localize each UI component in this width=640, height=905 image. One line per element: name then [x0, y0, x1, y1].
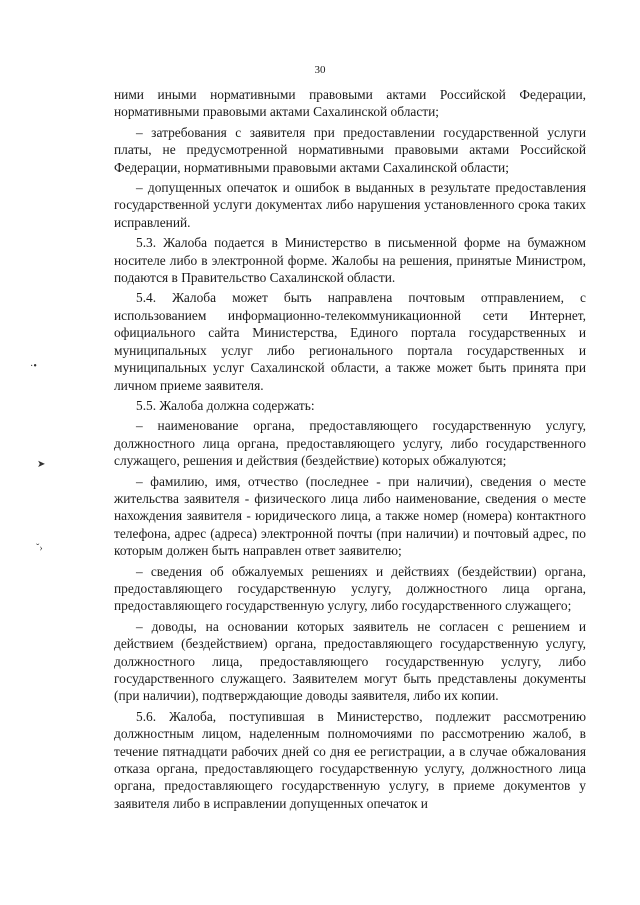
paragraph: – наименование органа, предоставляющего государственную услугу, должностного лица органа, предоставляющего услугу, либо государственного служащего, решения и действия (бездействие) которых обжалуются; — [114, 418, 586, 469]
paragraph: – затребования с заявителя при предоставлении государственной услуги платы, не предусмотренной нормативными правовыми актами Российской Федерации, нормативными правовыми актами Сахалинской области; — [114, 124, 586, 175]
margin-mark: ˇ› — [36, 543, 43, 554]
paragraph: – фамилию, имя, отчество (последнее - при наличии), сведения о месте жительства заявителя - физического лица либо наименование, сведения о месте нахождения заявителя - юридического лица, а также номер (номера) контактного телефона, адрес (адреса) электронной почты (при наличии) и почтовый адрес, по которым должен быть направлен ответ заявителю; — [114, 473, 586, 559]
paragraph: – допущенных опечаток и ошибок в выданных в результате предоставления государственной услуги документах либо нарушения установленного срока таких исправлений. — [114, 180, 586, 230]
paragraph: 5.6. Жалоба, поступившая в Министерство, подлежит рассмотрению должностным лицом, наделенным полномочиями по рассмотрению жалоб, в течение пятнадцати рабочих дней со дня ее регистрации, а в случае обжалования отказа органа, предоставляющего государственную услугу, должностного лица органа, предоставляющего государственную услугу, в приеме документов у заявителя либо в исправлении допущенных опечаток и — [114, 708, 586, 811]
document-body — [114, 86, 586, 812]
page-number: 30 — [314, 64, 326, 76]
paragraph: 5.3. Жалоба подается в Министерство в письменной форме на бумажном носителе либо в электронной форме. Жалобы на решения, принятые Министром, подаются в Правительство Сахалинской области. — [114, 235, 586, 286]
margin-mark: ·• — [30, 361, 37, 372]
paragraph: – доводы, на основании которых заявитель не согласен с решением и действием (бездействием) органа, предоставляющего государственную услугу, должностного лица, предоставляющего государственную услугу, либо государственного служащего. Заявителем могут быть представлены документы (при наличии), подтверждающие доводы заявителя, либо их копии. — [114, 618, 586, 704]
paragraph: ними иными нормативными правовыми актами Российской Федерации, нормативными правовыми актами Сахалинской области; — [114, 87, 586, 120]
paragraph: 5.4. Жалоба может быть направлена почтовым отправлением, с использованием информационно-телекоммуникационной сети Интернет, официального сайта Министерства, Единого портала государственных и муниципальных услуг либо регионального портала государственных и муниципальных услуг Сахалинской области, а также может быть принята при личном приеме заявителя. — [114, 290, 586, 393]
paragraph: – сведения об обжалуемых решениях и действиях (бездействии) органа, предоставляющего государственную услугу, должностного лица органа, предоставляющего государственную услугу, либо государственного служащего; — [114, 563, 586, 614]
margin-mark: ➤ — [37, 459, 46, 470]
paragraph: 5.5. Жалоба должна содержать: — [136, 397, 315, 413]
